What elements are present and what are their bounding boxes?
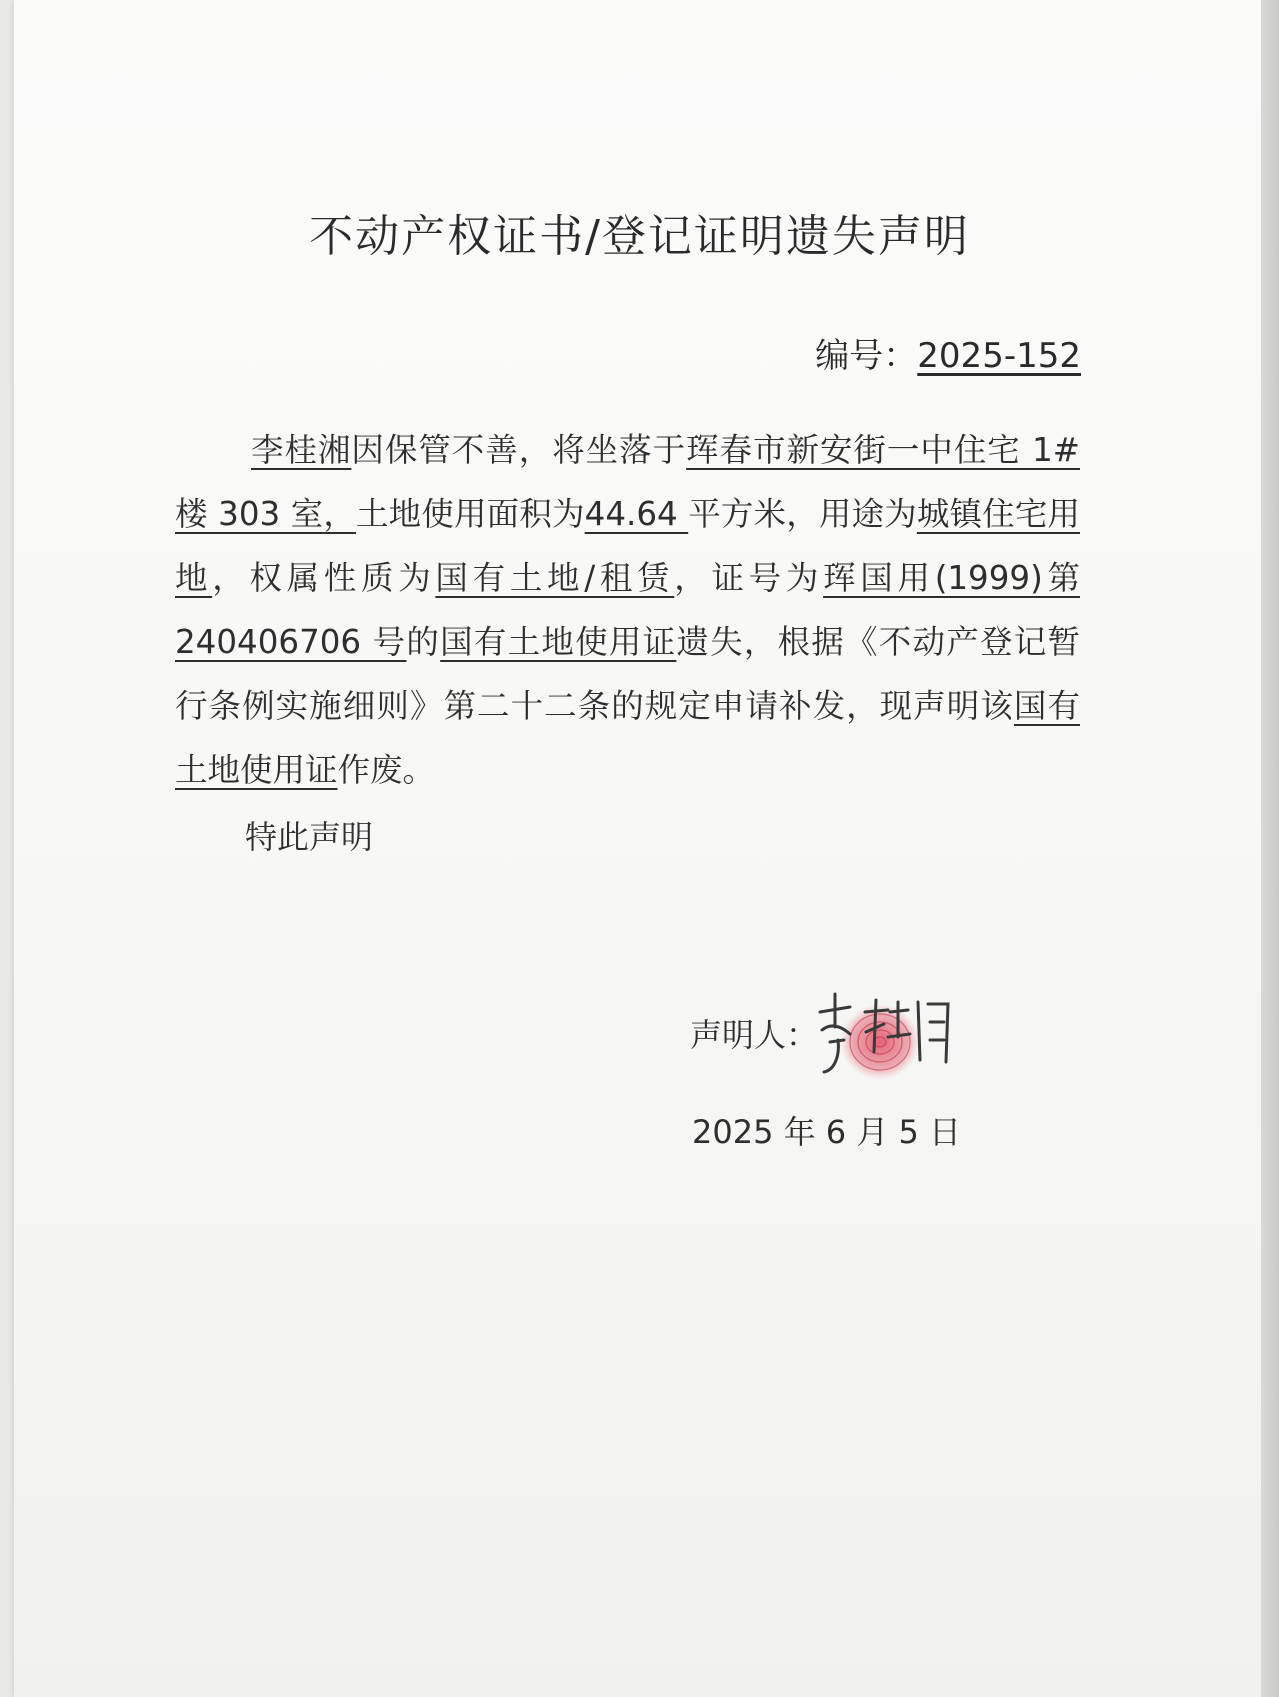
body-text-2: 土地使用面积为 [356, 495, 585, 533]
handwritten-signature [810, 982, 960, 1092]
owner-name: 李桂湘 [251, 431, 352, 469]
body-text-3: 平方米，用途为 [688, 495, 917, 533]
certificate-type-2: 国有土地使用证 [175, 687, 1080, 789]
body-text-5: ，证号为 [674, 559, 824, 597]
declaration-body [175, 418, 1080, 802]
fingerprint-icon [840, 1004, 920, 1080]
number-label: 编号： [815, 336, 918, 376]
land-area: 44.64 [584, 495, 689, 533]
body-text-7: 遗失，根据《不动产登记暂行条例实施细则》第二十二条的规定申请补发，现声明该 [175, 623, 1080, 725]
closing-statement: 特此声明 [245, 818, 374, 856]
declaration-date: 2025 年 6 月 5 日 [692, 1113, 962, 1151]
body-text-8: 作废。 [337, 751, 436, 789]
document-number [815, 328, 1081, 377]
certificate-type: 国有土地使用证 [440, 623, 677, 661]
number-value: 2025-152 [917, 336, 1081, 376]
body-text-1: 因保管不善，将坐落于 [351, 431, 687, 469]
declarant-label: 声明人： [690, 1016, 819, 1054]
body-text-4: ，权属性质为 [212, 559, 436, 597]
ownership-type: 国有土地/租赁 [435, 559, 675, 597]
body-text-6: 的 [406, 623, 441, 661]
certificate-number: 珲国用(1999)第240406706 号 [175, 559, 1080, 661]
land-usage: 城镇住宅用地 [175, 495, 1080, 597]
property-location: 珲春市新安街一中住宅 1#楼 303 室， [175, 431, 1080, 533]
document-title: 不动产权证书/登记证明遗失声明 [309, 211, 970, 262]
